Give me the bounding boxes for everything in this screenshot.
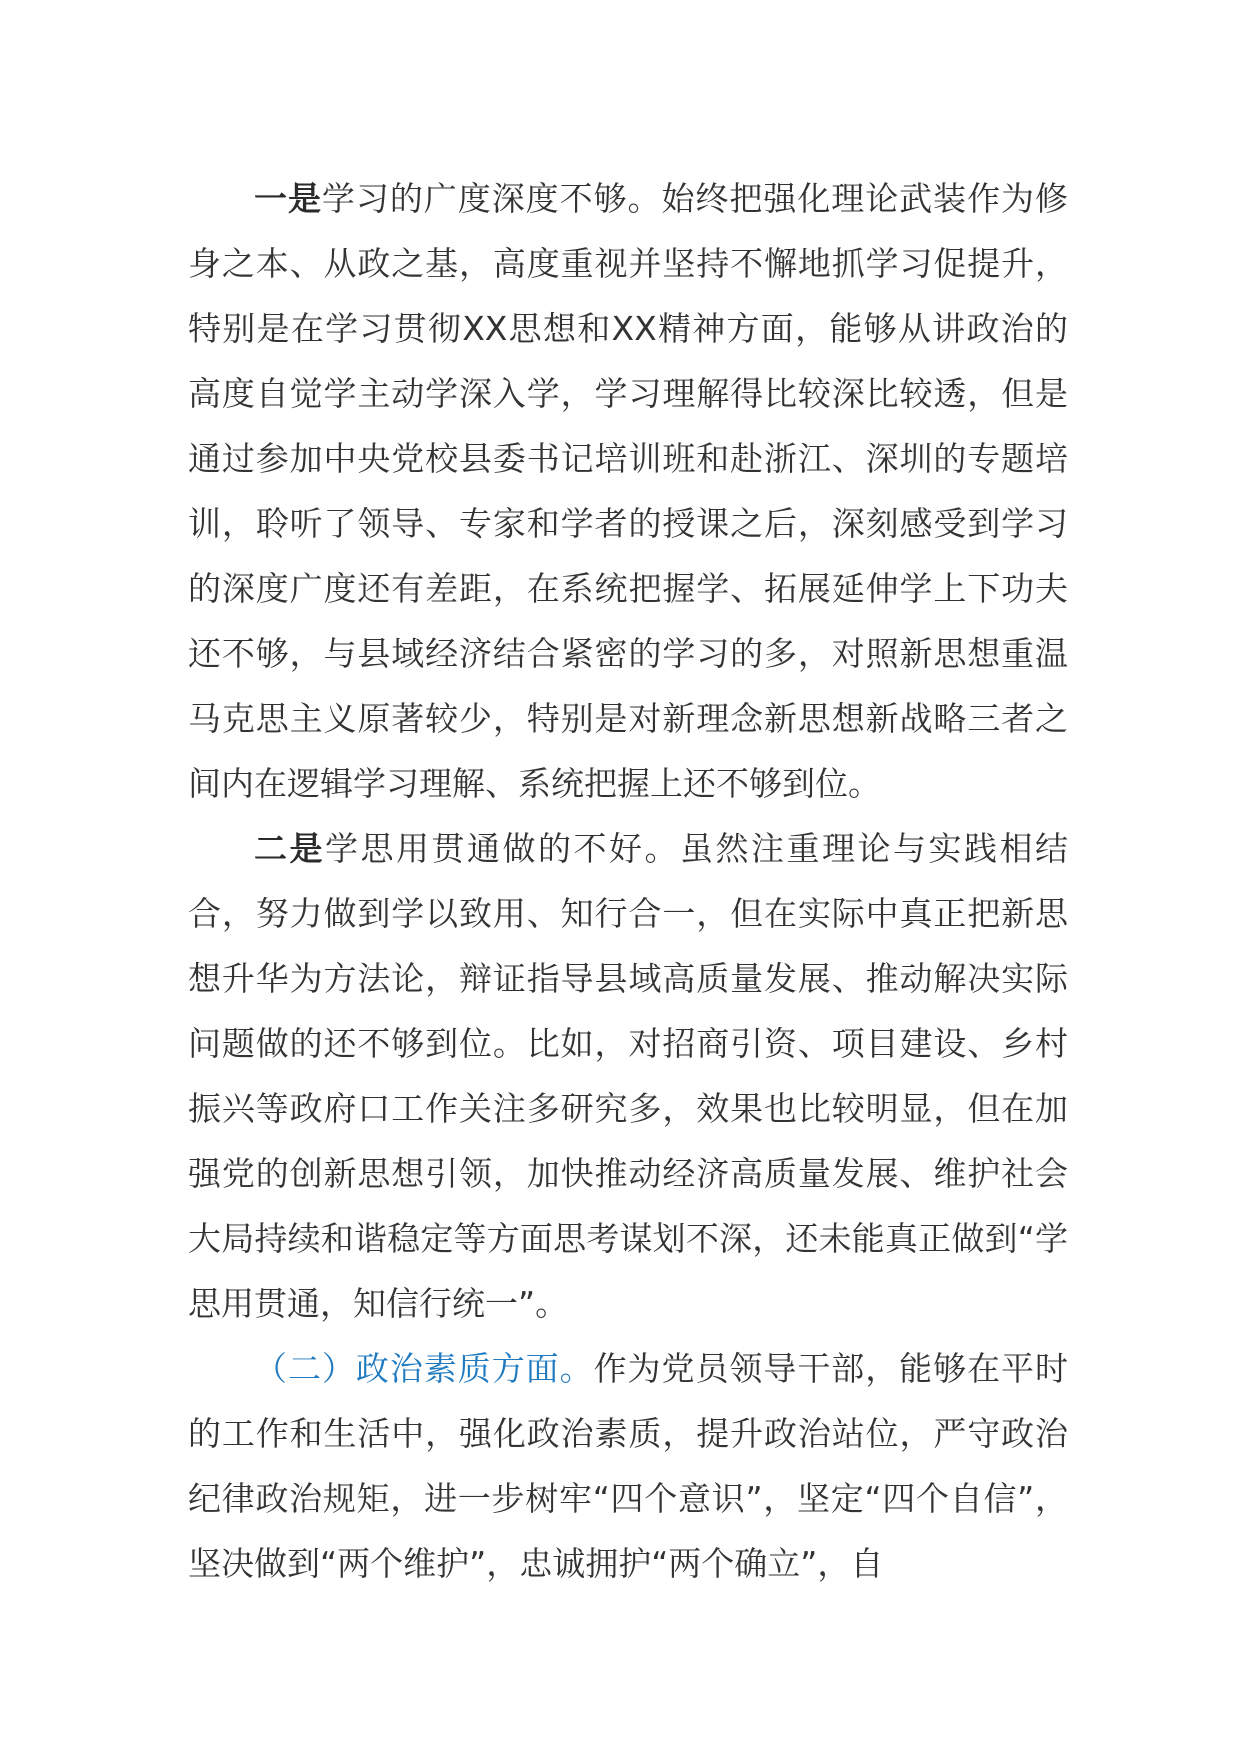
paragraph-study-depth	[188, 166, 1068, 816]
paragraph-text: 学思用贯通做的不好。虽然注重理论与实践相结合，努力做到学以致用、知行合一，但在实际中真正把新思想升华为方法论，辩证指导县域高质量发展、推动解决实际问题做的还不够到位。比如，对招商引资、项目建设、乡村振兴等政府口工作关注多研究多，效果也比较明显，但在加强党的创新思想引领，加快推动经济高质量发展、维护社会大局持续和谐稳定等方面思考谋划不深，还未能真正做到“学思用贯通，知信行统一”。	[188, 829, 1068, 1323]
paragraph-lead-yishi: 一是	[254, 179, 322, 218]
paragraph-lead-ershi: 二是	[254, 829, 325, 868]
document-body	[188, 166, 1068, 1596]
paragraph-text: 作为党员领导干部，能够在平时的工作和生活中，强化政治素质，提升政治站位，严守政治纪律政治规矩，进一步树牢“四个意识”，坚定“四个自信”，坚决做到“两个维护”，忠诚拥护“两个确立”，自	[188, 1349, 1069, 1583]
paragraph-political-quality	[188, 1336, 1068, 1596]
paragraph-text: 学习的广度深度不够。始终把强化理论武装作为修身之本、从政之基，高度重视并坚持不懈地抓学习促提升，特别是在学习贯彻XX思想和XX精神方面，能够从讲政治的高度自觉学主动学深入学，学习理解得比较深比较透，但是通过参加中央党校县委书记培训班和赴浙江、深圳的专题培训，聆听了领导、专家和学者的授课之后，深刻感受到学习的深度广度还有差距，在系统把握学、拓展延伸学上下功夫还不够，与县域经济结合紧密的学习的多，对照新思想重温马克思主义原著较少，特别是对新理念新思想新战略三者之间内在逻辑学习理解、系统把握上还不够到位。	[188, 179, 1069, 803]
section-heading-political-quality: （二）政治素质方面。	[254, 1349, 594, 1388]
paragraph-study-application	[188, 816, 1068, 1336]
